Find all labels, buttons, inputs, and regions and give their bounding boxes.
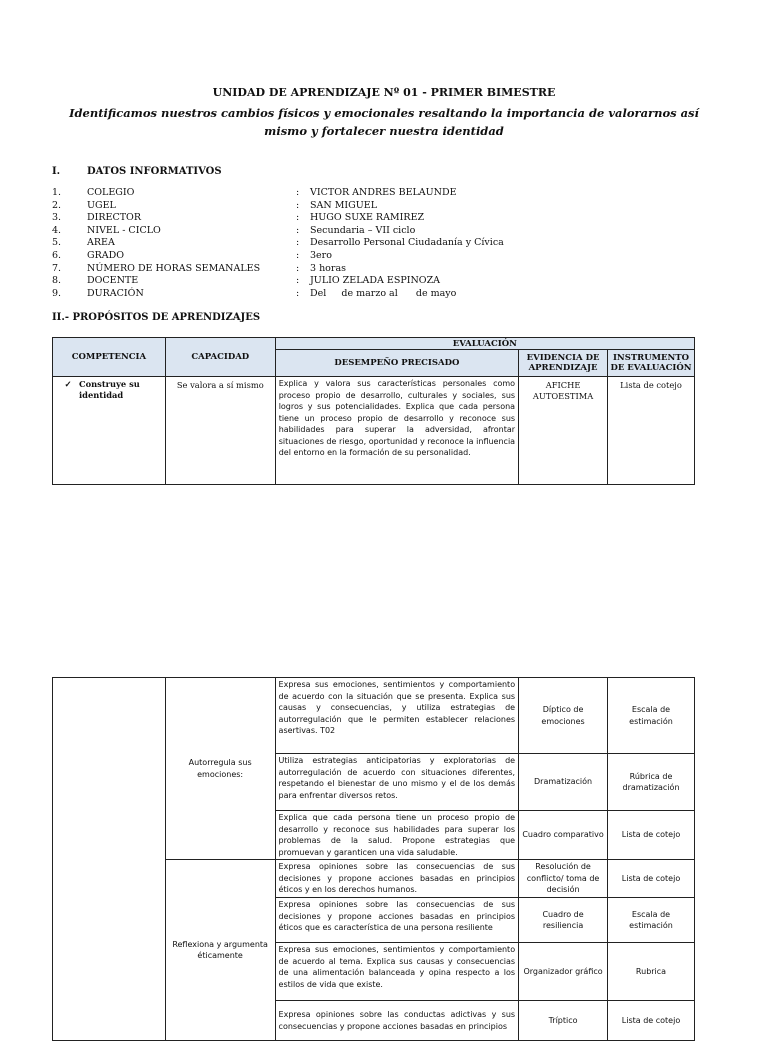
evidencia-cell: AFICHE AUTOESTIMA <box>519 377 608 485</box>
info-row <box>0 288 768 301</box>
info-number: 2. <box>52 199 62 211</box>
instrumento-cell: Escala de estimación <box>608 678 695 754</box>
desempeno-cell: Expresa opiniones sobre las consecuencias de sus decisiones y propone acciones basadas en principios éticos que es característica de una persona resiliente <box>275 898 519 943</box>
info-number: 9. <box>52 287 62 299</box>
info-label: NIVEL - CICLO <box>87 224 161 236</box>
info-separator: : <box>296 275 300 287</box>
document-subtitle: Identificamos nuestros cambios físicos y emocionales resaltando la importancia de valorarnos así mismo y fortalecer nuestra identidad <box>69 106 699 138</box>
capacidad-cell: Se valora a sí mismo <box>165 377 275 485</box>
evidencia-cell: Cuadro de resiliencia <box>519 898 608 943</box>
info-value: VICTOR ANDRES BELAUNDE <box>310 187 457 198</box>
competencia-cell <box>53 678 166 1041</box>
evidencia-cell: Resolución de conflicto/ toma de decisión <box>519 860 608 898</box>
section-title: DATOS INFORMATIVOS <box>87 166 222 177</box>
info-label: DURACIÓN <box>87 287 144 299</box>
info-value: Secundaria – VII ciclo <box>310 224 416 236</box>
instrumento-cell: Lista de cotejo <box>608 377 695 485</box>
info-label: DOCENTE <box>87 275 139 287</box>
section2-title: II.- PROPÓSITOS DE APRENDIZAJES <box>52 312 261 323</box>
info-value: Desarrollo Personal Ciudadanía y Cívica <box>310 237 504 249</box>
info-number: 6. <box>52 250 62 261</box>
header-instrumento: INSTRUMENTO DE EVALUACIÓN <box>608 350 695 377</box>
info-number: 7. <box>52 262 62 274</box>
checkmark-icon: ✓ <box>64 379 72 389</box>
desempeno-cell: Expresa sus emociones, sentimientos y comportamiento de acuerdo con la situación que se presenta. Explica sus causas y consecuencias, y utiliza estrategias de autorregulación que le permiten establecer relaciones asertivas. T02 <box>275 678 519 754</box>
document-title: UNIDAD DE APRENDIZAJE Nº 01 - PRIMER BIMESTRE <box>212 86 556 99</box>
desempeno-cell: Utiliza estrategias anticipatorias y exploratorias de autorregulación de acuerdo con situaciones diferentes, respetando el bienestar de uno mismo y el de los demás para enfrentar diversos retos. <box>275 754 519 811</box>
desempeno-cell: Expresa opiniones sobre las consecuencias de sus decisiones y propone acciones basadas en principios éticos y en los derechos humanos. <box>275 860 519 898</box>
info-row <box>0 237 768 250</box>
info-number: 1. <box>52 187 62 198</box>
capacidad-cell: Reflexiona y argumenta éticamente <box>165 860 275 1041</box>
info-label: GRADO <box>87 250 125 261</box>
info-number: 4. <box>52 224 62 236</box>
info-separator: : <box>296 199 300 211</box>
info-separator: : <box>296 237 300 249</box>
info-label: NÚMERO DE HORAS SEMANALES <box>87 262 261 274</box>
info-separator: : <box>296 212 300 224</box>
header-competencia: COMPETENCIA <box>53 338 166 377</box>
info-label: AREA <box>87 237 115 249</box>
instrumento-cell: Rúbrica de dramatización <box>608 754 695 811</box>
info-value: 3 horas <box>310 262 346 274</box>
info-label: DIRECTOR <box>87 212 142 224</box>
desempeno-cell: Explica que cada persona tiene un proceso propio de desarrollo y reconoce sus habilidades para superar los problemas de la salud. Propone estrategias que promuevan y garanticen una vida saludable. <box>275 811 519 860</box>
info-label: COLEGIO <box>87 187 135 198</box>
competencia-cell: ✓ Construye su identidad <box>53 377 166 485</box>
instrumento-cell: Rubrica <box>608 943 695 1001</box>
info-separator: : <box>296 250 300 261</box>
proposals-table <box>52 337 695 485</box>
info-separator: : <box>296 187 300 198</box>
section-number: I. <box>52 166 61 177</box>
instrumento-cell: Lista de cotejo <box>608 860 695 898</box>
info-value: SAN MIGUEL <box>310 199 378 211</box>
desempeno-cell: Explica y valora sus características personales como proceso propio de desarrollo, culturales y sociales, sus logros y sus potencialidades. Explica que cada persona tiene un proceso propio de desarrollo y reconoce sus habilidades para superar la adversidad, afrontar situaciones de riesgo, oportunidad y reconoce la influencia del entorno en la formación de su personalidad. <box>275 377 518 485</box>
info-number: 5. <box>52 237 62 249</box>
info-row <box>0 200 768 213</box>
info-value: HUGO SUXE RAMIREZ <box>310 212 425 224</box>
info-separator: : <box>296 262 300 274</box>
info-value: Del de marzo al de mayo <box>310 287 457 299</box>
info-value: JULIO ZELADA ESPINOZA <box>310 275 441 287</box>
instrumento-cell: Escala de estimación <box>608 898 695 943</box>
info-row <box>0 263 768 276</box>
info-value: 3ero <box>310 250 332 261</box>
info-number: 3. <box>52 212 62 224</box>
evidencia-cell: Dramatización <box>519 754 608 811</box>
info-row <box>0 212 768 225</box>
header-evidencia: EVIDENCIA DE APRENDIZAJE <box>519 350 608 377</box>
info-row <box>0 187 768 200</box>
info-row <box>0 250 768 263</box>
info-row <box>0 275 768 288</box>
evidencia-cell: Cuadro comparativo <box>519 811 608 860</box>
desempeno-cell: Expresa opiniones sobre las conductas adictivas y sus consecuencias y propone acciones basadas en principios <box>275 1001 519 1041</box>
header-evaluacion: EVALUACIÓN <box>275 338 694 350</box>
instrumento-cell: Lista de cotejo <box>608 1001 695 1041</box>
evidencia-cell: Díptico de emociones <box>519 678 608 754</box>
info-number: 8. <box>52 275 62 287</box>
continuation-table <box>52 677 695 1041</box>
info-separator: : <box>296 224 300 236</box>
instrumento-cell: Lista de cotejo <box>608 811 695 860</box>
table-row <box>53 377 695 485</box>
evidencia-cell: Tríptico <box>519 1001 608 1041</box>
desempeno-cell: Expresa sus emociones, sentimientos y comportamiento de acuerdo al tema. Explica sus causas y consecuencias de una alimentación balanceada y opina respecto a los estilos de vida que existe. <box>275 943 519 1001</box>
info-label: UGEL <box>87 199 116 211</box>
capacidad-cell: Autorregula sus emociones: <box>165 678 275 860</box>
info-row <box>0 225 768 238</box>
evidencia-cell: Organizador gráfico <box>519 943 608 1001</box>
header-capacidad: CAPACIDAD <box>165 338 275 377</box>
info-separator: : <box>296 287 300 299</box>
header-desempeno: DESEMPEÑO PRECISADO <box>275 350 518 377</box>
table-row <box>53 678 695 754</box>
